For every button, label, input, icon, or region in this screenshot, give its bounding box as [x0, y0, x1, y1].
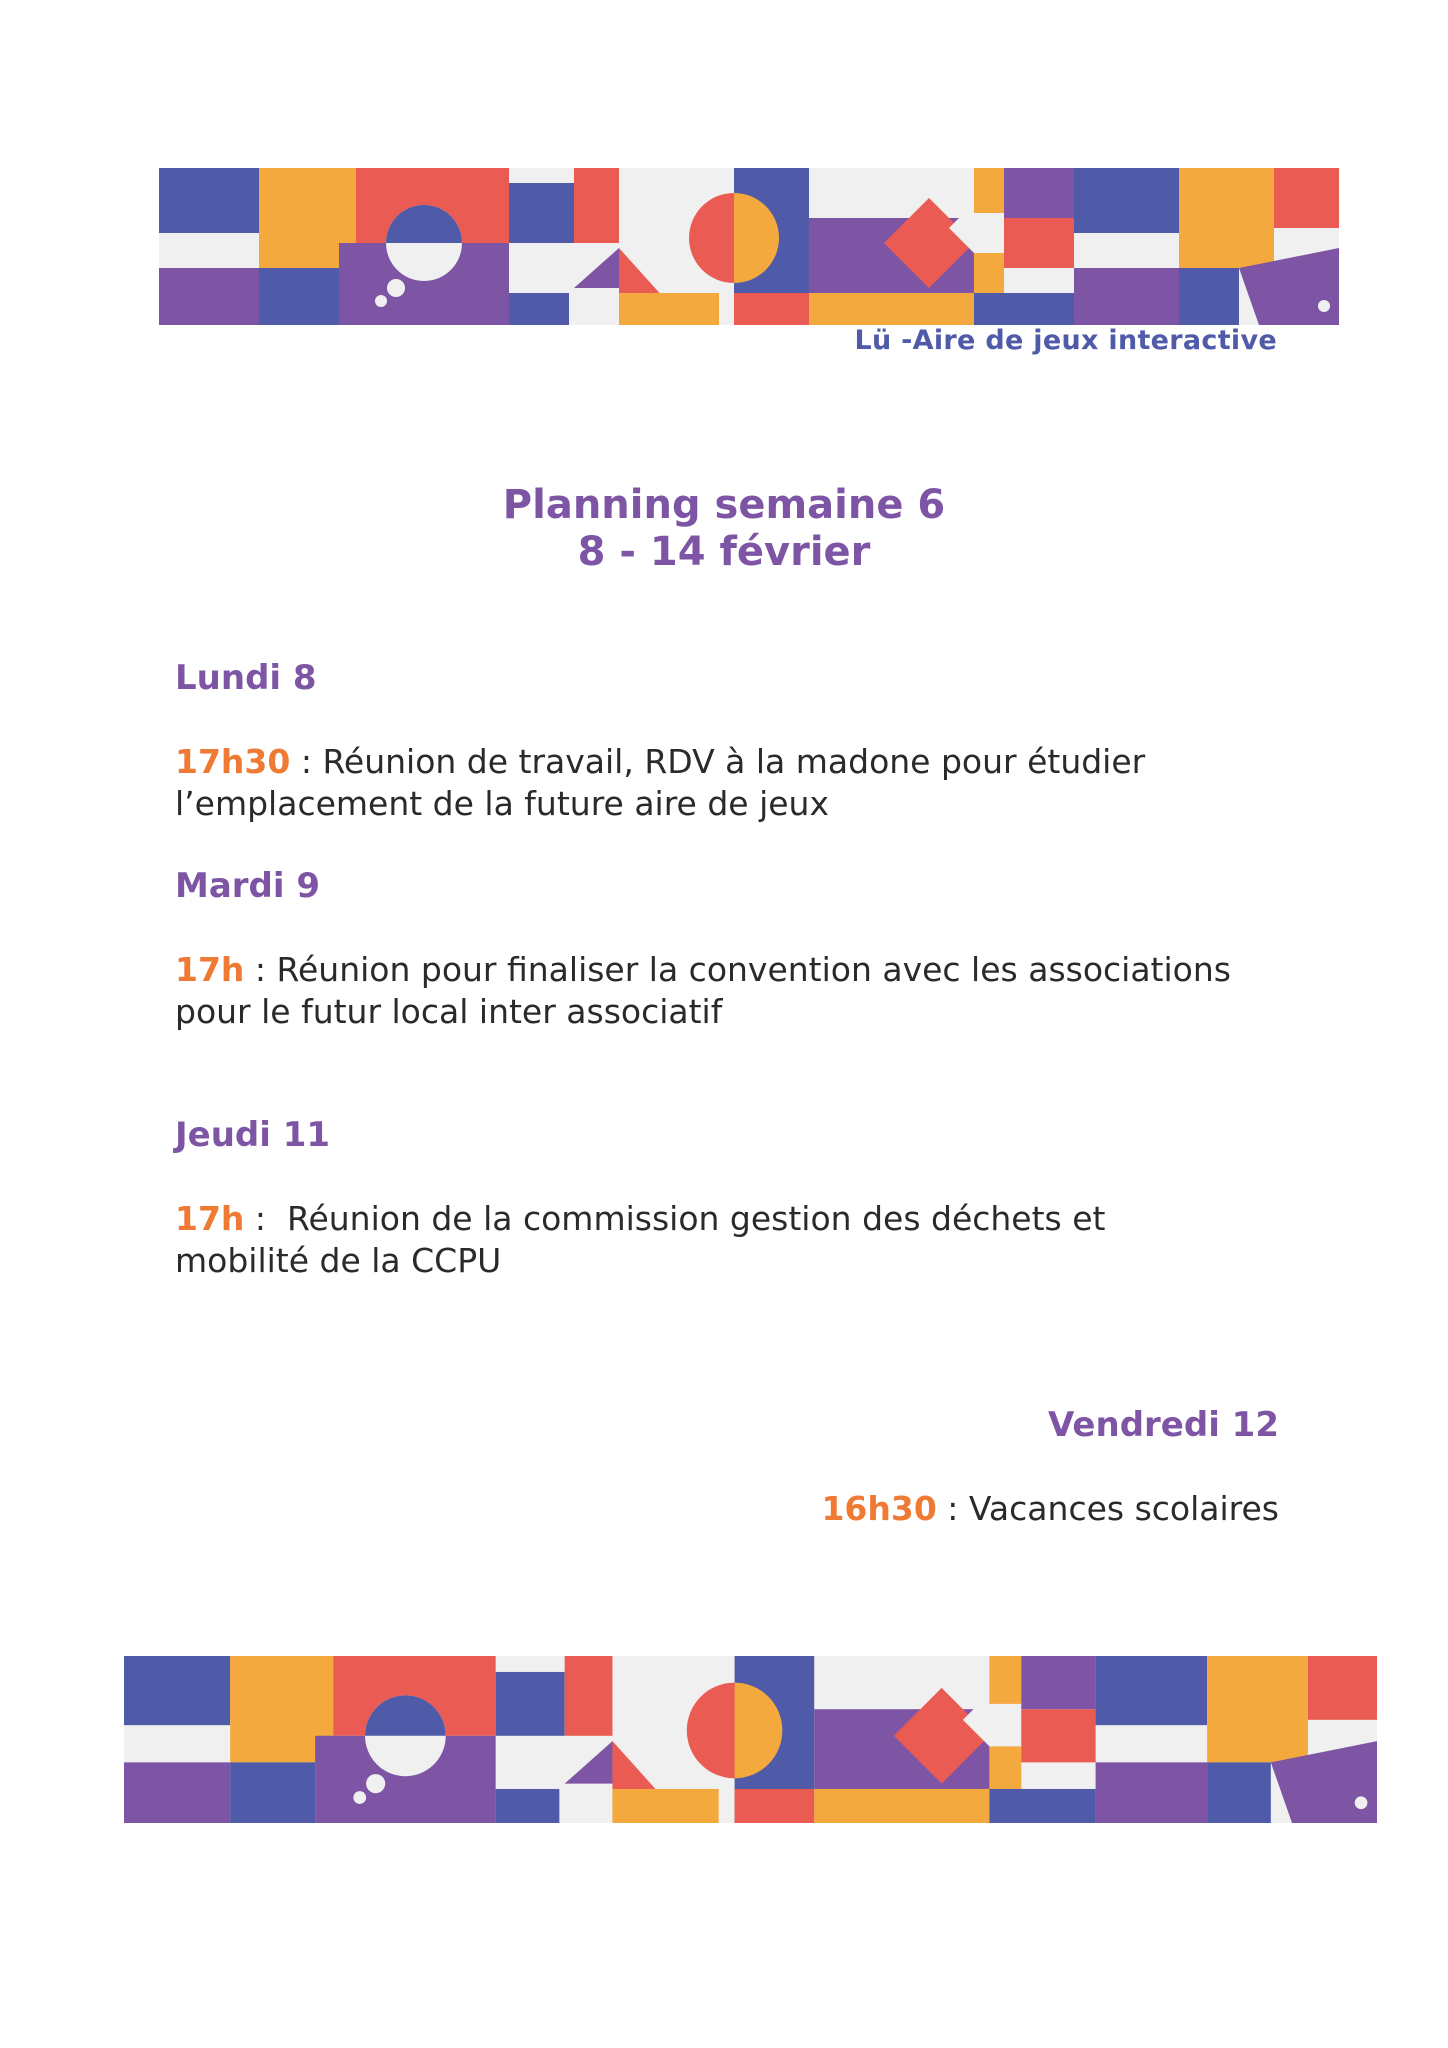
- entry-text: Vacances scolaires: [968, 1489, 1279, 1528]
- schedule-entry: [175, 1198, 1105, 1282]
- title-line-2: 8 - 14 février: [577, 529, 871, 575]
- title-line-1: Planning semaine 6: [502, 482, 946, 528]
- entry-text-2: l’emplacement de la future aire de jeux: [175, 784, 830, 823]
- entry-text-2: mobilité de la CCPU: [175, 1241, 502, 1280]
- schedule-entry: [821, 1488, 1279, 1530]
- subtitle: Lü -Aire de jeux interactive: [854, 325, 1277, 356]
- entry-text: Réunion de la commission gestion des déchets et: [287, 1199, 1106, 1238]
- day-heading: Vendredi 12: [1047, 1405, 1279, 1445]
- entry-separator: :: [290, 742, 323, 781]
- entry-text: Réunion pour finaliser la convention avec les associations: [276, 950, 1231, 989]
- schedule-entry: [175, 741, 1145, 825]
- entry-separator: :: [244, 1199, 288, 1238]
- entry-separator: :: [244, 950, 277, 989]
- entry-text: Réunion de travail, RDV à la madone pour étudier: [322, 742, 1146, 781]
- entry-separator: :: [936, 1489, 969, 1528]
- entry-time: 17h: [175, 950, 245, 989]
- schedule-entry: [175, 949, 1231, 1033]
- day-heading: Jeudi 11: [175, 1115, 331, 1155]
- entry-time: 16h30: [821, 1489, 937, 1528]
- decorative-banner-top: [159, 168, 1339, 325]
- entry-text-2: pour le futur local inter associatif: [175, 992, 723, 1031]
- entry-time: 17h: [175, 1199, 245, 1238]
- decorative-banner-bottom: [124, 1656, 1377, 1823]
- day-heading: Lundi 8: [175, 658, 317, 698]
- day-heading: Mardi 9: [175, 866, 321, 906]
- entry-time: 17h30: [175, 742, 291, 781]
- page-title: [0, 482, 1448, 576]
